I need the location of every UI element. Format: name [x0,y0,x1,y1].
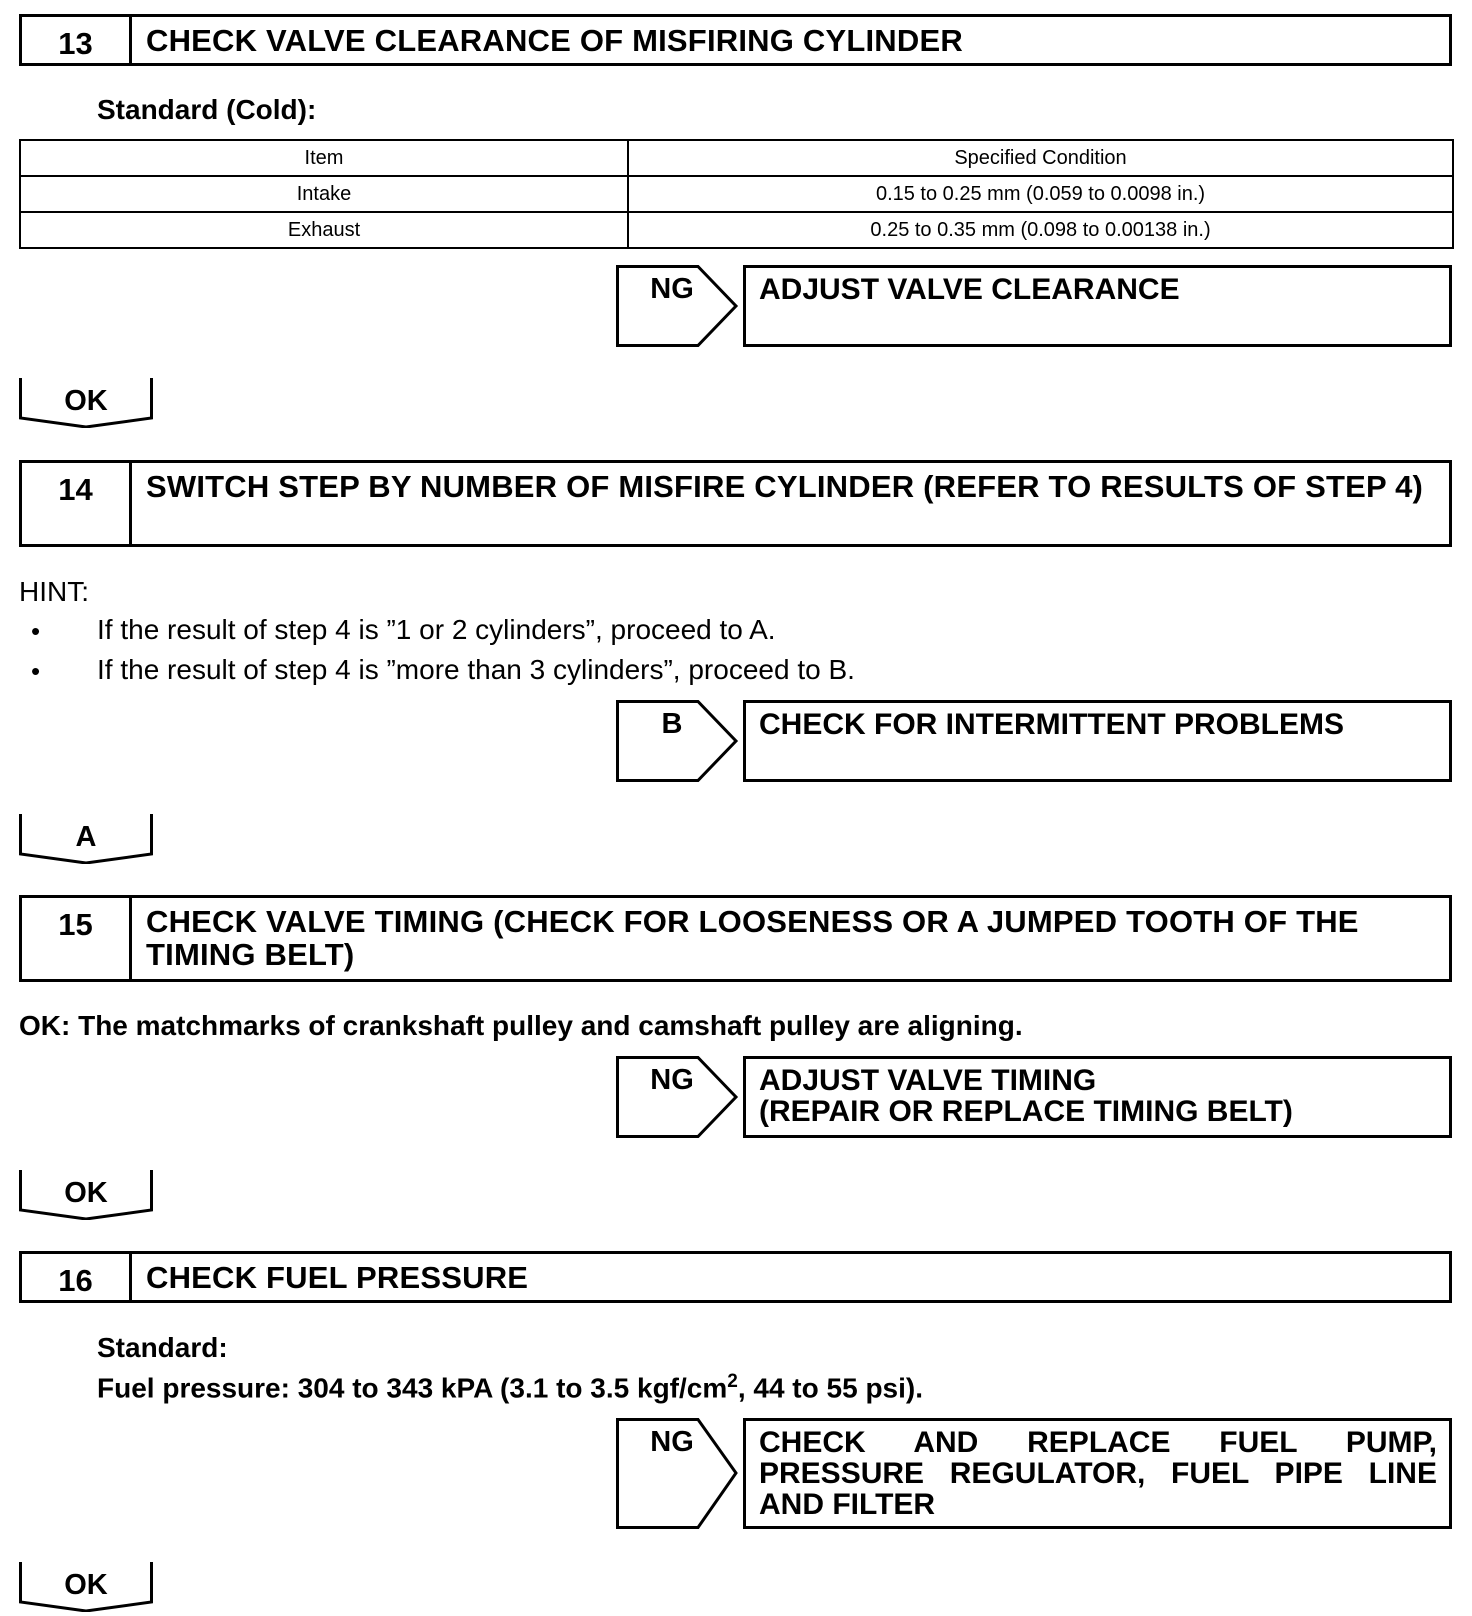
table-row [20,212,1453,248]
a-label: A [75,821,97,853]
a-result-tab [19,814,153,864]
ok-label: OK [64,385,108,417]
b-action-box [743,700,1452,782]
table-cell: 0.25 to 0.35 mm (0.098 to 0.00138 in.) [628,212,1453,248]
bullet-icon: • [31,656,41,686]
ok-condition: OK: The matchmarks of crankshaft pulley and camshaft pulley are aligning. [19,1010,1023,1041]
ng-action-box [743,1056,1452,1138]
ok-result-tab [19,1170,153,1220]
valve-clearance-table [19,139,1454,249]
step-16-header [19,1251,1452,1303]
ng-action-line: (REPAIR OR REPLACE TIMING BELT) [759,1095,1293,1128]
ng-action-line: ADJUST VALVE TIMING [759,1064,1097,1097]
step-title: SWITCH STEP BY NUMBER OF MISFIRE CYLINDER (REFER TO RESULTS OF STEP 4) [146,469,1424,504]
table-header-cell: Item [20,140,628,176]
ng-result-tag [616,1056,740,1138]
ng-action-text: CHECK AND REPLACE FUEL PUMP, PRESSURE REGULATOR, FUEL PIPE LINE AND FILTER [759,1426,1437,1521]
ok-label: OK [64,1569,108,1601]
ng-label: NG [650,273,694,305]
step-number: 13 [22,17,132,63]
table-header-cell: Specified Condition [628,140,1453,176]
table-cell: 0.15 to 0.25 mm (0.059 to 0.0098 in.) [628,176,1453,212]
ng-result-tag [616,265,740,347]
step-13-header [19,14,1452,66]
b-label: B [661,708,683,740]
fuel-pressure-text: Fuel pressure: 304 to 343 kPA (3.1 to 3.5 kgf/cm [97,1372,728,1404]
step-15-header [19,895,1452,982]
ng-action-text: ADJUST VALVE CLEARANCE [759,273,1180,306]
standard-label: Standard: [97,1332,228,1363]
ng-label: NG [650,1426,694,1458]
ng-result-tag [616,1418,740,1500]
ng-action-box [743,1418,1452,1529]
ok-result-tab [19,1562,153,1612]
bullet-icon: • [31,616,41,646]
ng-action-box [743,265,1452,347]
table-row [20,176,1453,212]
step-title: CHECK FUEL PRESSURE [146,1260,529,1295]
b-action-text: CHECK FOR INTERMITTENT PROBLEMS [759,708,1344,741]
fuel-pressure-spec [97,1371,923,1404]
b-result-tag [616,700,740,782]
step-number: 16 [22,1254,132,1300]
table-header-row [20,140,1453,176]
step-title: CHECK VALVE CLEARANCE OF MISFIRING CYLINDER [146,23,963,58]
standard-label: Standard (Cold): [97,94,317,125]
step-title: CHECK VALVE TIMING (CHECK FOR LOOSENESS OR A JUMPED TOOTH OF THE TIMING BELT) [146,904,1359,972]
hint-label: HINT: [19,576,89,607]
ok-result-tab [19,378,153,428]
hint-item: If the result of step 4 is ”1 or 2 cylinders”, proceed to A. [97,614,776,645]
step-number: 15 [22,898,132,979]
superscript: 2 [727,1371,738,1392]
ok-label: OK [64,1177,108,1209]
step-14-header [19,460,1452,547]
ng-label: NG [650,1064,694,1096]
ng-action-text [759,1065,1437,1127]
fuel-pressure-tail: , 44 to 55 psi). [737,1372,923,1404]
hint-item: If the result of step 4 is ”more than 3 cylinders”, proceed to B. [97,654,855,685]
table-cell: Intake [20,176,628,212]
table-cell: Exhaust [20,212,628,248]
step-number: 14 [22,463,132,544]
